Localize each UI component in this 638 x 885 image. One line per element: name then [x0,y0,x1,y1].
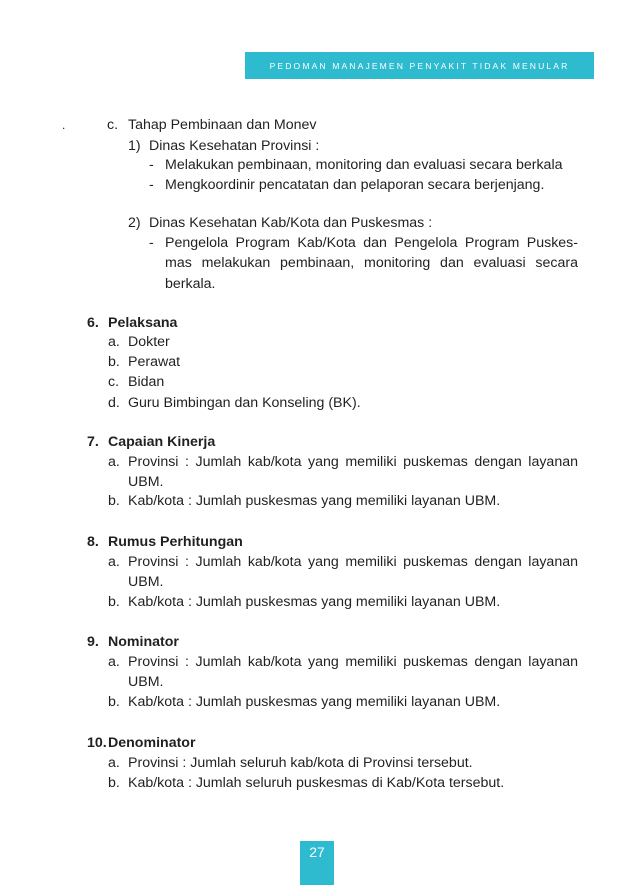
list-item: Kab/kota : Jumlah puskesmas yang memiliki layanan UBM. [128,493,501,509]
section-heading: Pelaksana [108,315,178,331]
section-number: 9. [87,634,99,650]
list-item: Kab/kota : Jumlah puskesmas yang memiliki layanan UBM. [128,694,501,710]
list-marker: b. [108,493,120,509]
subsection-title: Tahap Pembinaan dan Monev [128,117,317,133]
list-marker: b. [108,354,120,370]
list-item: Provinsi : Jumlah kab/kota yang memiliki puskemas dengan layanan [128,554,578,570]
section-number: 6. [87,315,99,331]
list-item: Dokter [128,334,170,350]
page-number-text: 27 [309,844,325,860]
list-marker: d. [108,395,120,411]
section-number: 8. [87,534,99,550]
page-number [300,841,334,885]
list-marker: b. [108,775,120,791]
bullet-text: Melakukan pembinaan, monitoring dan evaluasi secara berkala [165,157,563,173]
list-marker: b. [108,594,120,610]
list-item: UBM. [128,674,164,690]
list-item: Provinsi : Jumlah kab/kota yang memiliki puskemas dengan layanan [128,654,578,670]
list-item-title: Dinas Kesehatan Provinsi : [149,138,320,154]
list-item: Perawat [128,354,181,370]
list-item: UBM. [128,474,164,490]
list-marker: a. [108,755,120,771]
bullet-text: Pengelola Program Kab/Kota dan Pengelola Program Puskes- [165,235,578,251]
list-item: Kab/kota : Jumlah seluruh puskesmas di Kab/Kota tersebut. [128,775,505,791]
section-heading: Capaian Kinerja [108,434,216,450]
section-heading: Denominator [108,735,196,751]
bullet-dash: - [149,235,154,251]
running-header-title: PEDOMAN MANAJEMEN PENYAKIT TIDAK MENULAR [269,60,570,71]
list-item: Bidan [128,374,165,390]
section-number: 7. [87,434,99,450]
stray-mark: . [62,118,66,132]
list-marker: 1) [128,138,141,154]
list-marker: c. [108,374,120,390]
running-header [245,52,594,79]
bullet-dash: - [149,177,154,193]
list-item-title: Dinas Kesehatan Kab/Kota dan Puskesmas : [149,215,433,231]
list-marker: 2) [128,215,141,231]
list-item: Guru Bimbingan dan Konseling (BK). [128,395,361,411]
bullet-text: berkala. [165,276,216,292]
list-item: Provinsi : Jumlah kab/kota yang memiliki puskemas dengan layanan [128,454,578,470]
list-item: Kab/kota : Jumlah puskesmas yang memiliki layanan UBM. [128,594,501,610]
list-marker: a. [108,554,120,570]
list-item: Provinsi : Jumlah seluruh kab/kota di Provinsi tersebut. [128,755,473,771]
list-marker: c. [107,117,119,133]
section-number: 10. [87,735,107,751]
bullet-dash: - [149,157,154,173]
list-marker: a. [108,454,120,470]
list-marker: b. [108,694,120,710]
list-item: UBM. [128,574,164,590]
bullet-text: mas melakukan pembinaan, monitoring dan evaluasi secara [165,255,578,271]
section-heading: Rumus Perhitungan [108,534,243,550]
bullet-text: Mengkoordinir pencatatan dan pelaporan secara berjenjang. [165,177,545,193]
section-heading: Nominator [108,634,179,650]
list-marker: a. [108,654,120,670]
list-marker: a. [108,334,120,350]
